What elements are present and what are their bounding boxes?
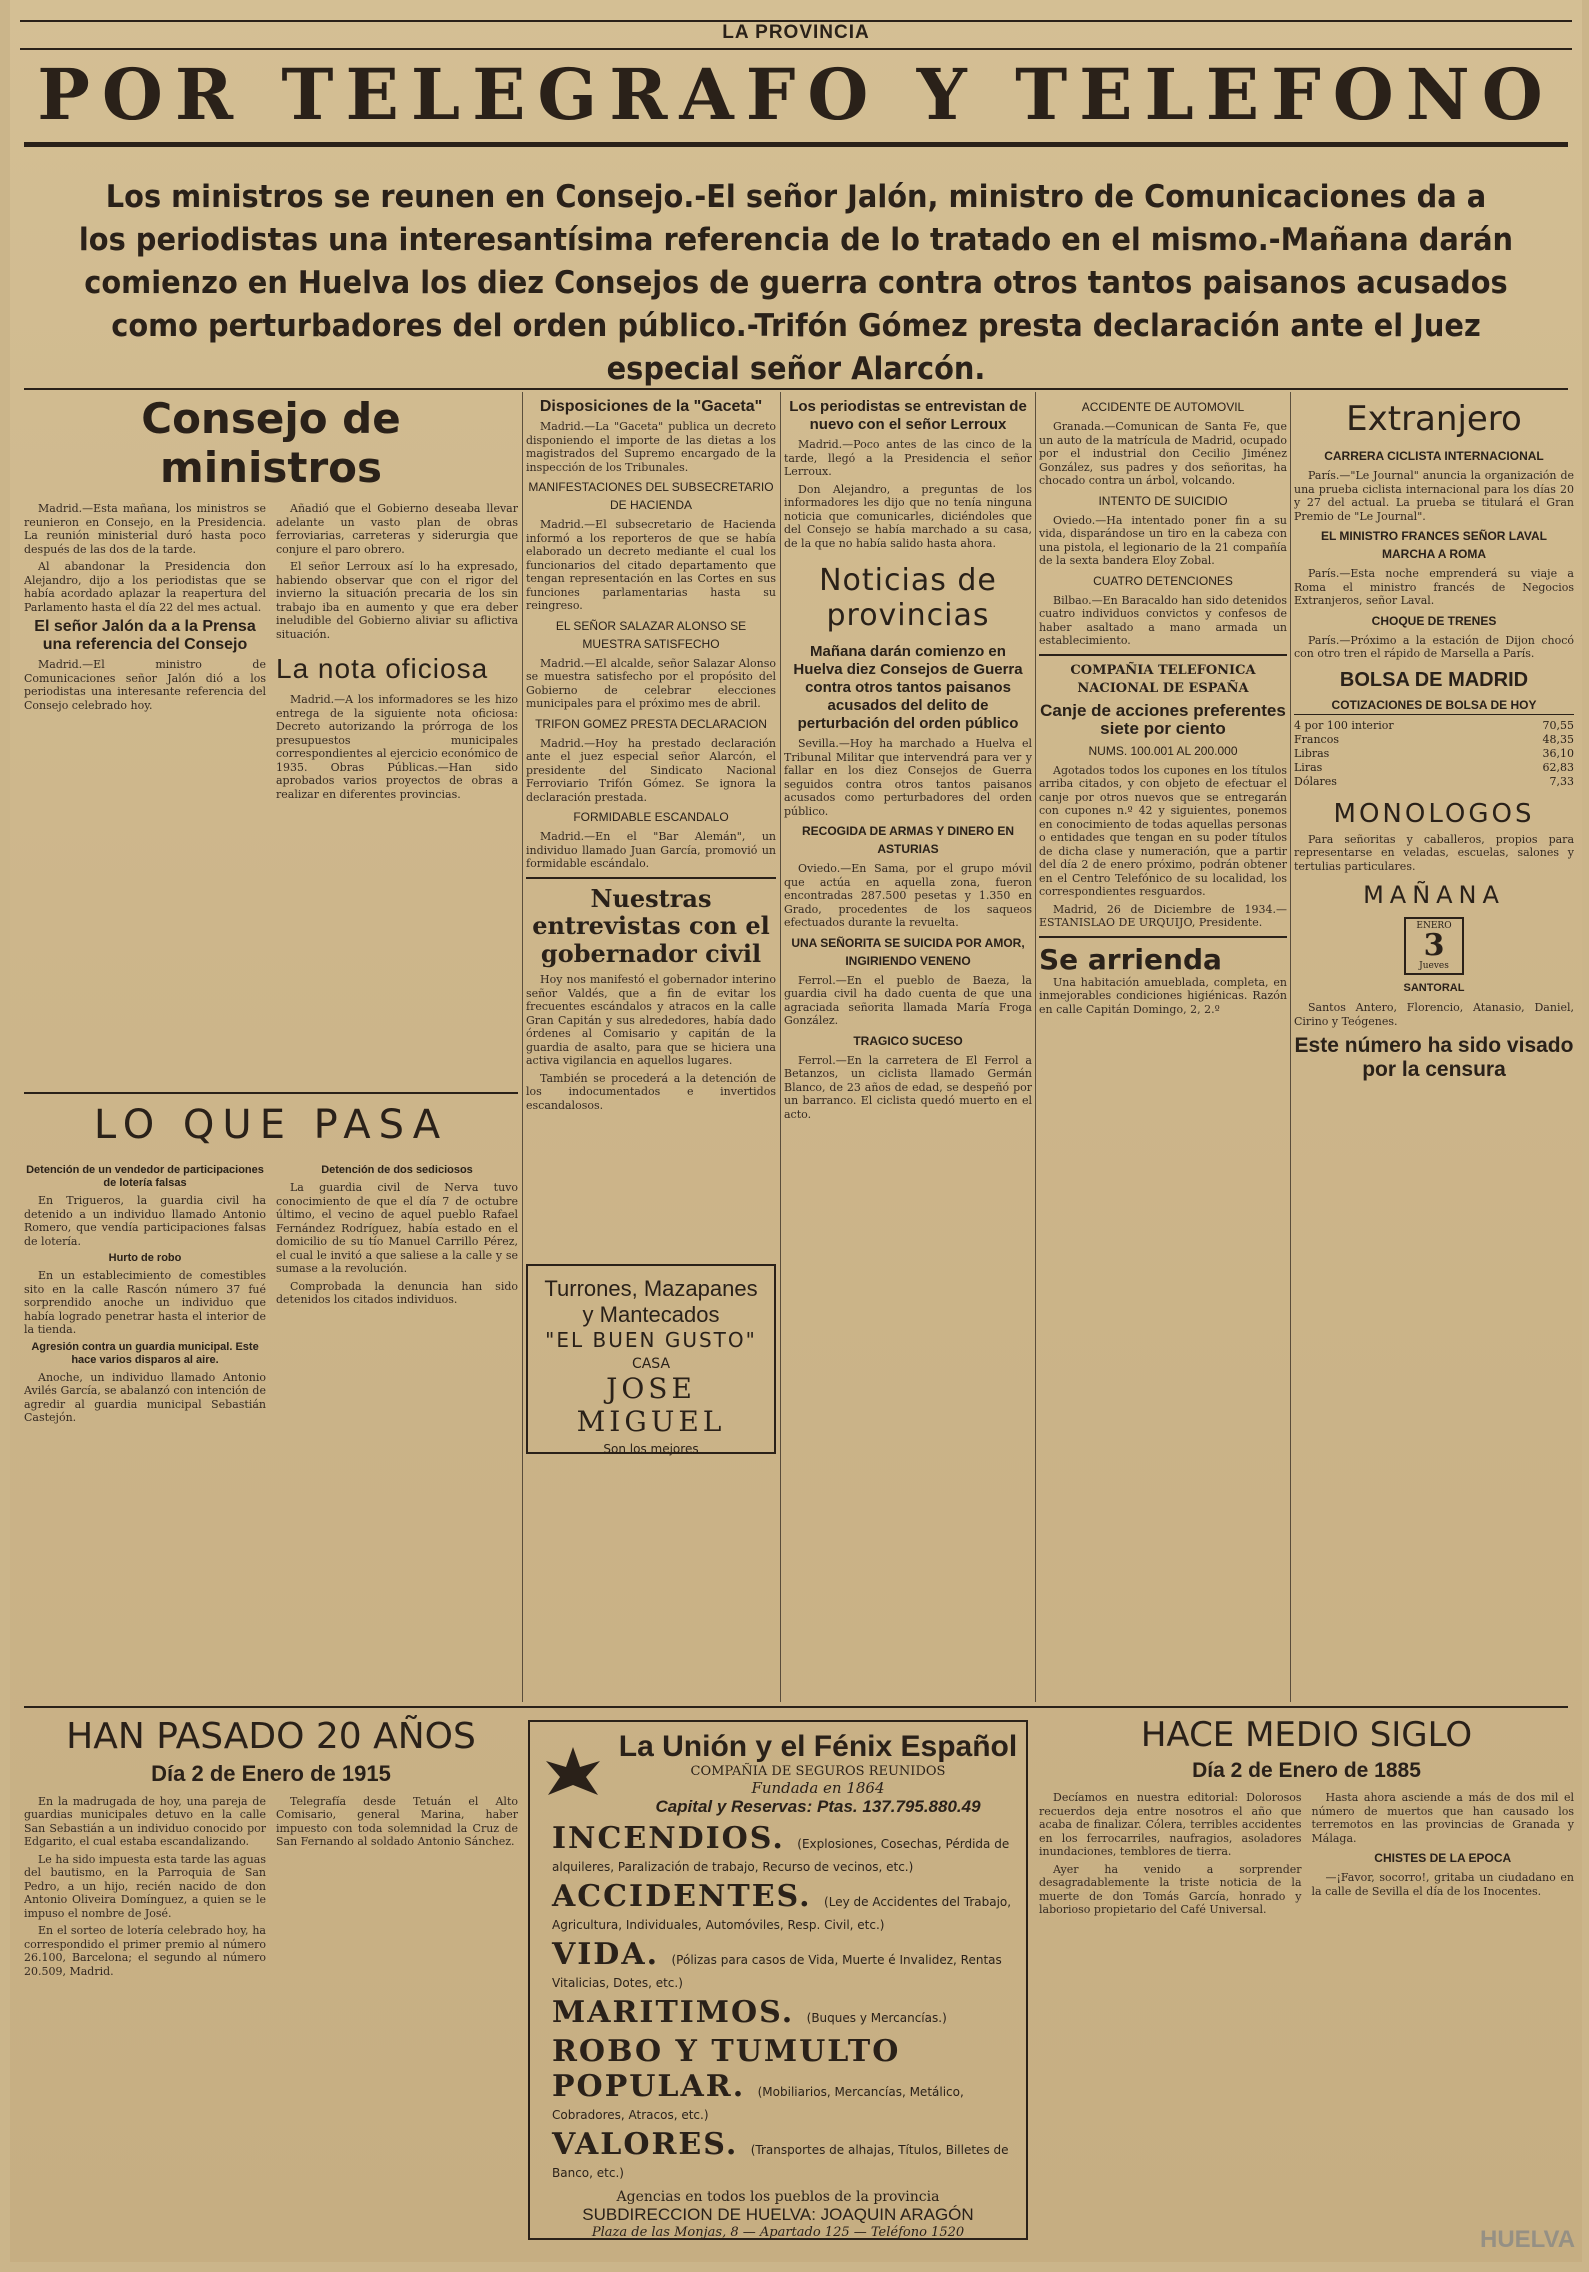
quotation-value: 62,83 <box>1542 760 1574 774</box>
column-2 <box>526 394 776 1704</box>
paragraph: París.—Próximo a la estación de Dijon chocó con otro tren el rápido de Marsella a París. <box>1294 633 1574 661</box>
insurance-detail: (Buques y Mercancías.) <box>806 2011 947 2025</box>
paragraph: Madrid.—En el "Bar Alemán", un individuo llamado Juan García, promovió un formidable escándalo. <box>526 830 776 870</box>
column-3 <box>784 394 1032 1704</box>
article-heading: CHOQUE DE TRENES <box>1371 613 1497 628</box>
section-title: HACE MEDIO SIGLO <box>1140 1715 1473 1755</box>
newspaper-page <box>10 0 1582 2262</box>
insurance-type: ROBO Y TUMULTO POPULAR. <box>552 2034 901 2104</box>
ad-line: SUBDIRECCION DE HUELVA: JOAQUIN ARAGÓN <box>582 2205 974 2224</box>
quotation-value: 7,33 <box>1549 774 1574 788</box>
insurance-line <box>552 1879 1018 1933</box>
section-date: Día 2 de Enero de 1915 <box>151 1761 391 1787</box>
paragraph: Una habitación amueblada, completa, en inmejorables condiciones higiénicas. Razón en calle Capitán Domingo, 2, 2.º <box>1039 975 1287 1016</box>
paragraph: Ferrol.—En la carretera de El Ferrol a Betanzos, un ciclista llamado Germán Blanco, de 23 años de edad, se despeñó por un barranco. El ciclista quedó muerto en el acto. <box>784 1053 1032 1121</box>
insurance-type: VALORES. <box>552 2127 751 2162</box>
insurance-line <box>552 1937 1018 1991</box>
masthead: POR TELEGRAFO Y TELEFONO <box>37 53 1555 136</box>
subheading: Agresión contra un guardia municipal. Este hace varios disparos al aire. <box>31 1340 259 1366</box>
article-title: Consejo de ministros <box>141 394 401 492</box>
section-subtitle: El señor Jalón da a la Prensa una referencia del Consejo <box>34 618 256 653</box>
han-pasado-section <box>24 1712 518 2252</box>
lo-que-pasa-section <box>24 1098 518 1698</box>
paragraph: La guardia civil de Nerva tuvo conocimiento de que el día 7 de octubre último, el vecino de aquel pueblo Rafael Fernández Rodríguez, había estado en el domicilio de su tío Manuel Carrillo Pérez, el cual le invitó a que saliese a la calle y se sumase a la revolución. <box>276 1181 518 1275</box>
paragraph: Ayer ha venido a sorprender desagradablemente la triste noticia de la muerte de don Tomás García, honrado y laborioso propietario del Café Universal. <box>1039 1862 1302 1917</box>
insurance-lines <box>538 1821 1018 2181</box>
insurance-detail: (Pólizas para casos de Vida, Muerte é Invalidez, Rentas Vitalicias, Dotes, etc.) <box>552 1953 1002 1990</box>
paragraph: París.—Esta noche emprenderá su viaje a Roma el ministro francés de Negocios Extranjeros, señor Laval. <box>1294 567 1574 608</box>
paragraph: Hoy nos manifestó el gobernador interino señor Valdés, que a fin de evitar los frecuentes escándalos y atracos en la calle Gran Capitán y sus alrededores, había dado órdenes al Comisario y capitán de la guardia de asalto, para que se hiciera una activa vigilancia en aquellos lugares. <box>526 973 776 1068</box>
article-heading: Canje de acciones preferentes siete por ciento <box>1040 700 1286 738</box>
article-heading: UNA SEÑORITA SE SUICIDA POR AMOR, INGIRIENDO VENENO <box>791 935 1025 968</box>
signature-line: Madrid, 26 de Diciembre de 1934.—ESTANISLAO DE URQUIJO, Presidente. <box>1039 902 1287 929</box>
calendar-box <box>1404 917 1464 975</box>
insurance-detail: (Explosiones, Cosechas, Pérdida de alquileres, Paralización de trabajo, Recurso de vecinos, etc.) <box>552 1837 1010 1874</box>
consejo-ministros-article <box>24 394 518 1084</box>
ad-line: Plaza de las Monjas, 8 — Apartado 125 — Teléfono 1520 <box>591 2225 965 2240</box>
article-heading: MANIFESTACIONES DEL SUBSECRETARIO DE HACIENDA <box>528 480 774 512</box>
separator <box>1039 654 1287 656</box>
quotation-value: 36,10 <box>1542 746 1574 760</box>
section-title: HAN PASADO 20 AÑOS <box>66 1716 476 1757</box>
quotation-value: 70,55 <box>1542 718 1574 732</box>
masthead-rule <box>24 142 1568 147</box>
santoral-label: SANTORAL <box>1403 982 1465 995</box>
extranjero-title: Extranjero <box>1346 399 1522 439</box>
paragraph: En la madrugada de hoy, una pareja de guardias municipales detuvo en la calle San Sebastián a un individuo conocido por Edgarito, el cual estaba escandalizando. <box>24 1794 266 1849</box>
paragraph: Madrid.—El subsecretario de Hacienda informó a los reporteros de que se había elaborado un decreto mediante el cual los funcionarios del citado departamento que tengan representación en las Cortes en sus funciones parlamentarias hasta su reingreso. <box>526 518 776 612</box>
ad-line: Agencias en todos los pueblos de la provincia <box>616 2189 940 2205</box>
paragraph: Granada.—Comunican de Santa Fe, que un auto de la matrícula de Madrid, ocupado por el industrial don Cecilio Jiménez González, sus padres y dos señoritas, ha chocado contra un árbol, volcando. <box>1039 420 1287 487</box>
insurance-detail: (Mobiliarios, Mercancías, Metálico, Cobradores, Atracos, etc.) <box>552 2085 964 2122</box>
article-heading: CUATRO DETENCIONES <box>1093 573 1233 588</box>
paragraph: Telegrafía desde Tetuán el Alto Comisario, general Marina, haber impuesto con toda solemnidad la Cruz de San Fernando al soldado Antonio Sánchez. <box>276 1794 518 1849</box>
manana-title: MAÑANA <box>1363 881 1505 910</box>
column-rule <box>780 392 781 1702</box>
paragraph: Sevilla.—Hoy ha marchado a Huelva el Tribunal Militar que intervendrá para ver y fallar en los diez Consejos de Guerra seguidos contra otros tantos paisanos acusados como perturbadores del orden público. <box>784 737 1032 818</box>
monologos-title: MONOLOGOS <box>1333 798 1535 829</box>
article-heading: TRIFON GOMEZ PRESTA DECLARACION <box>535 716 767 731</box>
subheading: Hurto de robo <box>108 1252 182 1264</box>
ad-line: Turrones, Mazapanes <box>544 1276 758 1301</box>
separator <box>526 877 776 879</box>
column-rule <box>522 392 523 1702</box>
bolsa-title: BOLSA DE MADRID <box>1339 668 1529 691</box>
section-title: LO QUE PASA <box>93 1102 449 1148</box>
quotation-label: Francos <box>1294 732 1339 746</box>
column-rule <box>1035 392 1036 1702</box>
article-heading: FORMIDABLE ESCANDALO <box>573 810 729 824</box>
hace-medio-siglo-section <box>1039 1712 1574 2252</box>
nota-oficiosa-title: La nota oficiosa <box>276 653 489 684</box>
article-heading: EL SEÑOR SALAZAR ALONSO SE MUESTRA SATISFECHO <box>555 618 747 651</box>
paragraph: Anoche, un individuo llamado Antonio Avilés García, se abalanzó con intención de agredir al guardia municipal Sebastián Castejón. <box>24 1370 266 1424</box>
insurance-type: MARITIMOS. <box>552 1995 807 2030</box>
company-name: COMPAÑIA TELEFONICA NACIONAL DE ESPAÑA <box>1070 662 1256 696</box>
article-heading: TRAGICO SUCESO <box>853 1033 963 1048</box>
paragraph: Santos Antero, Florencio, Atanasio, Daniel, Cirino y Teógenes. <box>1294 1001 1574 1028</box>
article-heading: INTENTO DE SUICIDIO <box>1098 493 1228 508</box>
paragraph: Madrid.—Poco antes de las cinco de la tarde, llegó a la Presidencia el señor Lerroux. <box>784 438 1032 478</box>
quotation-value: 48,35 <box>1542 732 1574 746</box>
quotation-row <box>1294 761 1574 775</box>
paragraph: Madrid.—Esta mañana, los ministros se reunieron en Consejo, en la Presidencia. La reunión ministerial duró hasta poco después de las dos de la tarde. <box>24 502 266 556</box>
paragraph: Ferrol.—En el pueblo de Baeza, la guardia civil ha dado cuenta de que una agraciada señorita llamada María Froga González. <box>784 973 1032 1027</box>
arrienda-title: Se arrienda <box>1039 942 1222 976</box>
article-heading: ACCIDENTE DE AUTOMOVIL <box>1081 400 1245 414</box>
union-fenix-advertisement <box>528 1720 1028 2240</box>
ad-line: y Mantecados <box>582 1302 720 1327</box>
paragraph: Madrid.—Hoy ha prestado declaración ante el juez especial señor Alarcón, el presidente del Sindicato Nacional Ferroviario Trifón Gómez. Se ignora la declaración prestada. <box>526 736 776 804</box>
column-4 <box>1039 394 1287 1704</box>
quotation-label: Libras <box>1294 746 1330 760</box>
summary-rule <box>24 388 1568 390</box>
calendar-month: ENERO <box>1416 921 1452 932</box>
section-rule <box>24 1092 518 1094</box>
insurance-line <box>552 2034 1018 2123</box>
article-heading: Disposiciones de la "Gaceta" <box>539 398 763 415</box>
paragraph: En Trigueros, la guardia civil ha detenido a un individuo llamado Antonio Romero, que vendía participaciones falsas de lotería. <box>24 1194 266 1248</box>
paragraph: Añadió que el Gobierno deseaba llevar adelante un vasto plan de obras ferroviarias, carreteras y siderurgia que conjure el paro obrero. <box>276 502 518 556</box>
censura-notice: Este número ha sido visado por la censura <box>1294 1034 1574 1082</box>
insurance-type: VIDA. <box>552 1937 672 1972</box>
paragraph: Madrid.—A los informadores se les hizo entrega de la siguiente nota oficiosa: Decreto autorizando la prórroga de los presupuestos municipales correspondientes al ejercicio económico de 1935. Obras Públicas.—Han sido aprobados varios proyectos de obras a realizar en diferentes provincias. <box>276 693 518 801</box>
paragraph: París.—"Le Journal" anuncia la organización de una prueba ciclista internacional para los días 20 y 27 del actual. La prueba se titulará el Gran Premio de "Le Journal". <box>1294 469 1574 523</box>
article-heading: Los periodistas se entrevistan de nuevo con el señor Lerroux <box>789 398 1027 433</box>
ad-line: Capital y Reservas: Ptas. 137.795.880.49 <box>655 1797 981 1816</box>
ad-line: Fundada en 1864 <box>751 1779 885 1797</box>
interview-heading: Nuestras entrevistas con el gobernador civil <box>532 883 770 968</box>
quotation-row <box>1294 747 1574 761</box>
ad-line: JOSE MIGUEL <box>576 1372 726 1438</box>
noticias-title: Noticias de provincias <box>819 563 997 633</box>
ad-line: "EL BUEN GUSTO" <box>545 1328 757 1352</box>
separator <box>1039 936 1287 938</box>
insurance-detail: (Transportes de alhajas, Títulos, Billetes de Banco, etc.) <box>552 2143 1009 2180</box>
paragraph: Le ha sido impuesta esta tarde las aguas del bautismo, en la Parroquia de San Pedro, a un hijo, recién nacido de don Antonio Oliveira Domínguez, a quien se le impuso el nombre de José. <box>24 1852 266 1920</box>
paragraph: En el sorteo de lotería celebrado hoy, ha correspondido el primer premio al número 26.100, Barcelona; el segundo al número 20.509, Madrid. <box>24 1924 266 1978</box>
paragraph: Madrid.—La "Gaceta" publica un decreto disponiendo el importe de las dietas a los magistrados del Supremo encargado de la inspección de los Tribunales. <box>526 420 776 474</box>
paragraph: Oviedo.—Ha intentado poner fin a su vida, disparándose un tiro en la cabeza con una pistola, el legionario de la 21 compañía de la sexta bandera Eloy Zobal. <box>1039 513 1287 567</box>
section-date: Día 2 de Enero de 1885 <box>1192 1759 1421 1783</box>
paragraph: Comprobada la denuncia han sido detenidos los citados individuos. <box>276 1279 518 1306</box>
ad-line: COMPAÑIA DE SEGUROS REUNIDOS <box>690 1764 946 1779</box>
turrones-advertisement <box>526 1264 776 1454</box>
insurance-line <box>552 1995 1018 2030</box>
insurance-type: INCENDIOS. <box>552 1821 798 1856</box>
ad-line: CASA <box>631 1356 671 1372</box>
paragraph: Hasta ahora asciende a más de dos mil el número de muertos que han causado los terremotos en las provincias de Granada y Málaga. <box>1311 1791 1574 1845</box>
bolsa-subtitle: COTIZACIONES DE BOLSA DE HOY <box>1294 696 1574 715</box>
running-rule <box>20 48 1572 50</box>
insurance-line <box>552 1821 1018 1875</box>
article-heading: EL MINISTRO FRANCES SEÑOR LAVAL MARCHA A ROMA <box>1320 529 1547 562</box>
numbers-range: NUMS. 100.001 AL 200.000 <box>1088 743 1238 758</box>
quotation-label: 4 por 100 interior <box>1294 718 1394 732</box>
subheading: Detención de dos sediciosos <box>321 1164 473 1176</box>
quotation-label: Liras <box>1294 760 1323 774</box>
article-heading: CHISTES DE LA EPOCA <box>1374 1851 1512 1866</box>
bolsa-table <box>1294 719 1574 789</box>
calendar-day: 3 <box>1423 928 1445 964</box>
phoenix-emblem-icon <box>538 1739 608 1809</box>
headline-summary: Los ministros se reunen en Consejo.-El señor Jalón, ministro de Comunicaciones da a los periodistas una interesantísima referencia de lo tratado en el mismo.-Mañana darán comienzo en Huelva los diez Consejos de guerra contra otros tantos paisanos acusados como perturbadores del orden público.-Trifón Gómez presta declaración ante el Juez especial señor Alarcón. <box>78 179 1514 387</box>
paragraph: Don Alejandro, a preguntas de los informadores les dijo que no tenía ninguna noticia que comunicarles, diciéndoles que del Consejo se había marchado a su casa, de la que no había salido hasta ahora. <box>784 482 1032 550</box>
ad-line: Son los mejores <box>603 1442 699 1456</box>
article-heading: CARRERA CICLISTA INTERNACIONAL <box>1324 449 1544 464</box>
paragraph: El señor Lerroux así lo ha expresado, habiendo observar que con el rigor del invierno la situación precaria de los sin trabajo iba en aumento y que era deber ineludible del Gobierno aliviar su aflictiva situación. <box>276 560 518 641</box>
insurance-detail: (Ley de Accidentes del Trabajo, Agricultura, Individuales, Automóviles, Resp. Civil, etc.) <box>552 1895 1012 1932</box>
bottom-section-rule <box>24 1706 1568 1708</box>
paragraph: —¡Favor, socorro!, gritaba un ciudadano en la calle de Sevilla el día de los Inocentes. <box>1311 1871 1574 1898</box>
quotation-row <box>1294 719 1574 733</box>
paragraph: Madrid.—El ministro de Comunicaciones señor Jalón dió a los periodistas una interesante referencia del Consejo celebrado hoy. <box>24 658 266 712</box>
paragraph: Decíamos en nuestra editorial: Dolorosos recuerdos deja entre nosotros el año que acaba de finalizar. Cólera, terribles accidentes en los ferrocarriles, naufragios, asoladores inundaciones, temblores de tierra. <box>1039 1791 1302 1859</box>
quotation-label: Dólares <box>1294 774 1337 788</box>
ad-title: La Unión y el Fénix Español <box>618 1730 1018 1763</box>
paragraph: Agotados todos los cupones en los títulos arriba citados, y con objeto de efectuar el canje por otros nuevos que se entregarán con cupones n.º 42 y siguientes, ponemos en conocimiento de todas aquellas personas o entidades que tengan en su poder títulos de dicha clase y numeración, que a partir del día 2 de enero próximo, podrán obtener en el Centro Telefónico de su localidad, los correspondientes resguardos. <box>1039 763 1287 898</box>
paragraph: En un establecimiento de comestibles sito en la calle Rascón número 37 fué sorprendido anoche un individuo que había logrado penetrar hasta el interior de la tienda. <box>24 1269 266 1336</box>
insurance-type: ACCIDENTES. <box>552 1879 825 1914</box>
quotation-row <box>1294 733 1574 747</box>
running-title: LA PROVINCIA <box>722 22 870 43</box>
calendar-weekday: Jueves <box>1419 961 1449 972</box>
subheading: Detención de un vendedor de participaciones de lotería falsas <box>26 1164 264 1189</box>
archive-watermark: HUELVA <box>1480 2226 1576 2253</box>
article-heading: RECOGIDA DE ARMAS Y DINERO EN ASTURIAS <box>801 824 1015 856</box>
paragraph: Madrid.—El alcalde, señor Salazar Alonso se muestra satisfecho por el propósito del Gobierno de celebrar elecciones municipales para el próximo mes de abril. <box>526 656 776 710</box>
quotation-row <box>1294 775 1574 789</box>
paragraph: Al abandonar la Presidencia don Alejandro, dijo a los periodistas que se había acordado aplazar la reapertura del Parlamento hasta el día 22 del mes actual. <box>24 560 266 614</box>
column-5 <box>1294 394 1574 1704</box>
paragraph: Bilbao.—En Baracaldo han sido detenidos cuatro individuos convictos y confesos de haber asaltado a mano armada un establecimiento. <box>1039 593 1287 647</box>
article-heading: Mañana darán comienzo en Huelva diez Consejos de Guerra contra otros tantos paisanos acusados del delito de perturbación del orden público <box>793 643 1023 732</box>
paragraph: También se procederá a la detención de los indocumentados e invertidos escandalosos. <box>526 1071 776 1112</box>
insurance-line <box>552 2127 1018 2181</box>
paragraph: Oviedo.—En Sama, por el grupo móvil que actúa en aquella zona, fueron encontradas 287.500 pesetas y 1.350 en Grado, procedentes de los saqueos efectuados durante la revuelta. <box>784 862 1032 929</box>
column-rule <box>1290 392 1291 1702</box>
paragraph: Para señoritas y caballeros, propios para representarse en veladas, escuelas, salones y tertulias particulares. <box>1294 832 1574 873</box>
